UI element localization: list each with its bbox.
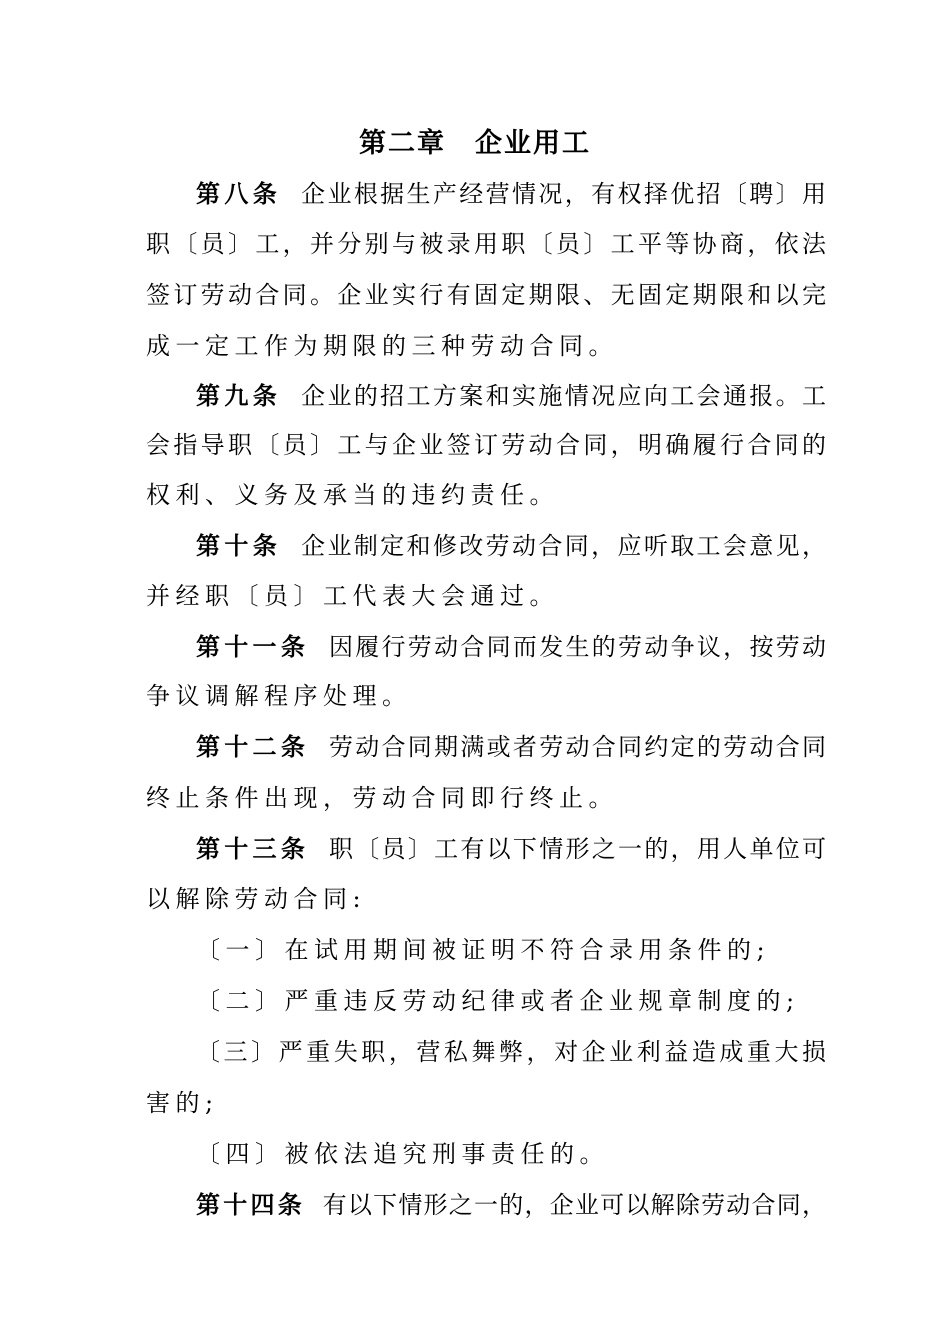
article-10-line-2: 并经职〔员〕工代表大会通过。 [146,582,559,610]
article-8-line-2: 职〔员〕工，并分别与被录用职〔员〕工平等协商，依法 [146,230,826,258]
article-11-line-1 [196,622,826,672]
item-3-line-2: 害的; [146,1089,219,1117]
item-2-line-1: 〔二〕严重违反劳动纪律或者企业规章制度的; [196,987,800,1015]
article-11-text-1: 因履行劳动合同而发生的劳动争议，按劳动 [328,633,827,661]
article-9-line-2: 会指导职〔员〕工与企业签订劳动合同，明确履行合同的 [146,431,826,459]
article-14-text-1: 有以下情形之一的，企业可以解除劳动合同， [322,1191,826,1219]
article-8-text-1: 企业根据生产经营情况，有权择优招〔聘〕用 [301,180,827,208]
article-12-label: 第十二条 [196,732,310,761]
item-4-line-1: 〔四〕被依法追究刑事责任的。 [196,1140,609,1168]
article-9-label: 第九条 [196,381,282,410]
article-8-label: 第八条 [196,179,282,208]
article-13-text-1: 职〔员〕工有以下情形之一的，用人单位可 [328,835,827,863]
article-13-line-1 [196,824,826,874]
item-1-line-1: 〔一〕在试用期间被证明不符合录用条件的; [196,936,771,964]
article-14-line-1 [196,1180,826,1230]
article-8-line-3: 签订劳动合同。企业实行有固定期限、无固定期限和以完 [146,281,826,309]
article-14-label: 第十四条 [196,1190,305,1219]
article-13-line-2: 以解除劳动合同: [146,885,367,913]
article-10-label: 第十条 [196,531,282,560]
article-9-line-1 [196,371,826,421]
article-8-line-4: 成一定工作为期限的三种劳动合同。 [146,332,618,360]
article-13-label: 第十三条 [196,834,310,863]
article-10-text-1: 企业制定和修改劳动合同，应听取工会意见， [301,532,827,560]
article-8-line-1 [196,169,826,219]
chapter-title: 第二章 企业用工 [359,128,591,159]
item-3-line-1: 〔三〕严重失职，营私舞弊，对企业利益造成重大损 [196,1038,826,1066]
article-12-line-2: 终止条件出现，劳动合同即行终止。 [146,784,618,812]
article-12-text-1: 劳动合同期满或者劳动合同约定的劳动合同 [328,733,827,761]
article-12-line-1 [196,722,826,772]
article-11-line-2: 争议调解程序处理。 [146,682,412,710]
article-11-label: 第十一条 [196,632,310,661]
article-9-text-1: 企业的招工方案和实施情况应向工会通报。工 [301,382,827,410]
article-10-line-1 [196,521,826,571]
article-9-line-3: 权利、义务及承当的违约责任。 [146,481,559,509]
